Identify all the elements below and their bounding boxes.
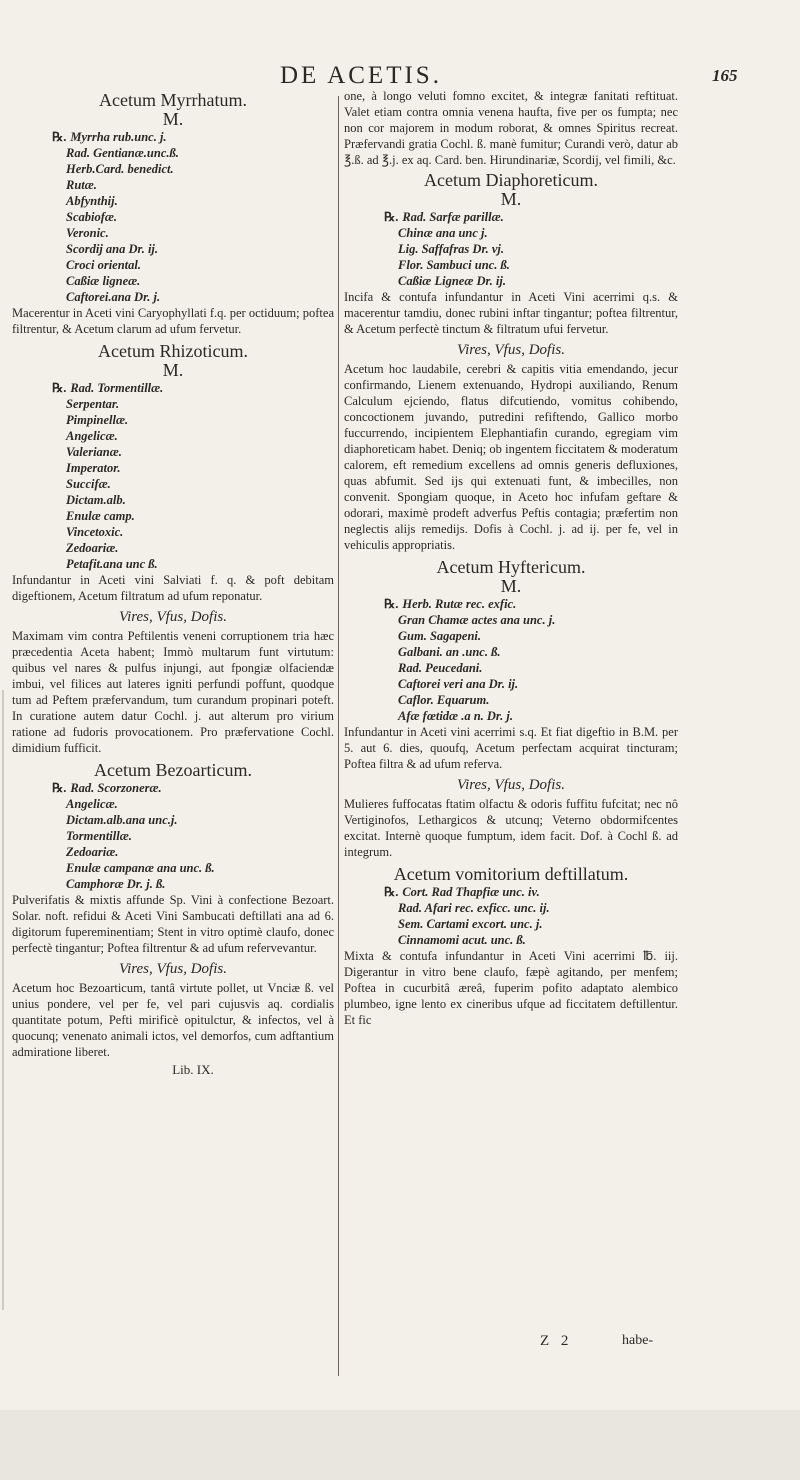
ingredient: Veronic.: [66, 226, 109, 240]
recipe-title: Acetum Diaphoreticum.: [424, 170, 598, 190]
ingredient: ℞. Rad. Tormentillæ.: [52, 381, 164, 395]
book-label: Lib. IX.: [172, 1062, 214, 1077]
ingredient: Succifæ.: [66, 477, 111, 491]
rx-symbol: ℞.: [52, 381, 67, 395]
rx-symbol: ℞.: [52, 781, 67, 795]
ingredient: Angelicæ.: [66, 429, 118, 443]
ingredient: Dictam.alb.: [66, 493, 126, 507]
continued-text: one, à longo veluti fomno excitet, & integræ fanitati reftituat. Valet etiam contra omnia venena haufta, five per os fumpta; nec non cor majorem in modum roborat, & omnes Spiritus recreat. Præfervandi gratia Cochl. ß. manè fumitur; Curandi verò, datur ab ℥.ß. ad ℥.j. ex aq. Card. ben. Hirundinariæ, Scordij, vel fimili, &c.: [344, 89, 678, 167]
recipe-letter: M.: [500, 576, 522, 596]
ingredient: Angelicæ.: [66, 797, 118, 811]
ingredient-list: [344, 884, 678, 948]
ingredient: Enulæ campanæ ana unc. ß.: [66, 861, 215, 875]
recipe-vomitorium: [344, 864, 678, 1028]
recipe-letter: M.: [162, 360, 184, 380]
ingredient: Caßiæ ligneæ.: [66, 274, 141, 288]
ingredient-list: [344, 596, 678, 724]
method-text: Infundantur in Aceti vini acerrimi s.q. Et fiat digeftio in B.M. per 5. aut 6. dies, quoufq, Acetum perfectam acquirat tincturam; Poftea filtra & ad ufum referva.: [344, 725, 678, 771]
ingredient: Vincetoxic.: [66, 525, 124, 539]
ingredient: Caflor. Equarum.: [398, 693, 490, 707]
recipe-hystericum: [344, 557, 678, 860]
ingredient: Sem. Cartami excort. unc. j.: [398, 917, 543, 931]
ingredient: Lig. Saffafras Dr. vj.: [398, 242, 505, 256]
ingredient: Rad. Afari rec. exficc. unc. ij.: [398, 901, 550, 915]
recipe-letter: M.: [500, 189, 522, 209]
recipe-myrrhatum: [12, 90, 334, 337]
method-text: Mixta & contufa infundantur in Aceti Vini acerrimi ℔. iij. Digerantur in vitro bene claufo, fæpè agitando, per menfem; Poftea in cucurbitâ æreâ, fuperim pofito adaptato alembico plumbeo, igne lento ex cineribus ufque ad ficcitatem deftillentur. Et fic: [344, 949, 678, 1027]
ingredient: ℞. Rad. Sarfæ parillæ.: [384, 210, 504, 224]
ingredient-list: [12, 129, 334, 305]
recipe-letter: M.: [162, 109, 184, 129]
ingredient: Tormentillæ.: [66, 829, 132, 843]
recipe-title: Acetum Myrrhatum.: [99, 90, 247, 110]
virtues-heading: Vires, Vfus, Dofis.: [457, 777, 565, 793]
ingredient: Galbani. an .unc. ß.: [398, 645, 501, 659]
ingredient-list: [12, 380, 334, 572]
method-text: Macerentur in Aceti vini Caryophyllati f.q. per octiduum; poftea filtrentur, & Acetum clarum ad ufum fervetur.: [12, 306, 334, 336]
catchword: habe-: [622, 1333, 654, 1348]
rx-symbol: ℞.: [384, 210, 399, 224]
ingredient: Scabiofæ.: [66, 210, 118, 224]
ingredient: Croci oriental.: [66, 258, 142, 272]
signature-mark: Z 2: [540, 1333, 573, 1349]
recipe-title: Acetum Bezoarticum.: [94, 760, 252, 780]
ingredient: Abfynthij.: [66, 194, 118, 208]
rx-symbol: ℞.: [52, 130, 67, 144]
ingredient: Zedoariæ.: [66, 541, 119, 555]
ingredient: ℞. Myrrha rub.unc. j.: [52, 130, 167, 144]
method-text: Incifa & contufa infundantur in Aceti Vini acerrimi q.s. & macerentur tamdiu, donec rubini inftar tingantur; poftea filtrentur, & Acetum perfectè tinctum & filtratum ufui fervetur.: [344, 290, 678, 336]
page-title: DE ACETIS.: [280, 62, 442, 89]
page-number: 165: [712, 66, 738, 85]
ingredient: Camphoræ Dr. j. ß.: [66, 877, 166, 891]
ingredient: Serpentar.: [66, 397, 120, 411]
binding-edge: [2, 690, 4, 1310]
ingredient: Gran Chamæ actes ana unc. j.: [398, 613, 556, 627]
ingredient: Imperator.: [66, 461, 121, 475]
ingredient: Caftorei veri ana Dr. ij.: [398, 677, 519, 691]
ingredient: Flor. Sambuci unc. ß.: [398, 258, 510, 272]
virtues-heading: Vires, Vfus, Dofis.: [119, 609, 227, 625]
ingredient: Pimpinellæ.: [66, 413, 129, 427]
recipe-title: Acetum Hyftericum.: [436, 557, 586, 577]
virtues-heading: Vires, Vfus, Dofis.: [457, 342, 565, 358]
ingredient: Gum. Sagapeni.: [398, 629, 482, 643]
ingredient: ℞. Herb. Rutæ rec. exfic.: [384, 597, 517, 611]
virtues-text: Maximam vim contra Peftilentis veneni corruptionem tria hæc præcedentia Aceta habent; Immò multarum funt virtutum: quibus vel nares & pulfus injungi, aut fpongiæ olfaciendæ imbui, vel filices aut lateres igniti perfundi poffunt, quodque tum ad Peftem præfervandum, tum curandum propinari poteft. In curatione autem datur Cochl. j. aut alterum pro virium ratione ad fudoris provocationem. Pro præfervatione Cochl. dimidium fufficit.: [12, 629, 334, 755]
ingredient: Dictam.alb.ana unc.j.: [66, 813, 178, 827]
ingredient: Rad. Peucedani.: [398, 661, 483, 675]
ingredient: Enulæ camp.: [66, 509, 135, 523]
ingredient: Zedoariæ.: [66, 845, 119, 859]
ingredient: Afæ fœtidæ .a n. Dr. j.: [398, 709, 513, 723]
ingredient: Caftorei.ana Dr. j.: [66, 290, 161, 304]
virtues-heading: Vires, Vfus, Dofis.: [119, 961, 227, 977]
recipe-diaphoreticum: [344, 170, 678, 553]
ingredient: Herb.Card. benedict.: [66, 162, 174, 176]
method-text: Infundantur in Aceti vini Salviati f. q. & poft debitam digeftionem, Acetum filtratum ad ufum reponatur.: [12, 573, 334, 603]
ingredient: Chinæ ana unc j.: [398, 226, 488, 240]
ingredient-list: [12, 780, 334, 892]
column-divider: [338, 96, 339, 1376]
ingredient: Caßiæ Ligneæ Dr. ij.: [398, 274, 506, 288]
recipe-bezoarticum: [12, 760, 334, 1078]
ingredient: Rutæ.: [66, 178, 97, 192]
left-column: [12, 88, 334, 1082]
ingredient: ℞. Rad. Scorzoneræ.: [52, 781, 162, 795]
ingredient: ℞. Cort. Rad Thapfiæ unc. iv.: [384, 885, 540, 899]
ingredient: Valerianæ.: [66, 445, 122, 459]
rx-symbol: ℞.: [384, 885, 399, 899]
ingredient-list: [344, 209, 678, 289]
ingredient: Cinnamomi acut. unc. ß.: [398, 933, 526, 947]
ingredient: Rad. Gentianæ.unc.ß.: [66, 146, 179, 160]
recipe-title: Acetum vomitorium deftillatum.: [393, 864, 629, 884]
rx-symbol: ℞.: [384, 597, 399, 611]
virtues-text: Acetum hoc Bezoarticum, tantâ virtute pollet, ut Vnciæ ß. vel unius pondere, vel per fe, vel pari cujusvis aq. cordialis quantitate potum, Pefti mirificè opitulctur, & infectos, vel à quocunq; venenato animali ictos, vel demorfos, cum adftantium admiratione liberet.: [12, 981, 334, 1059]
ingredient: Scordij ana Dr. ij.: [66, 242, 159, 256]
recipe-title: Acetum Rhizoticum.: [98, 341, 248, 361]
method-text: Pulverifatis & mixtis affunde Sp. Vini à confectione Bezoart. Solar. noft. refidui & Aceti Vini Sambucati deftillati ana ad 6. digitorum fupereminentiam; Stent in vitro optimè claufo, donec perfectè tingantur; Poftea filtrentur & ad ufum refervevantur.: [12, 893, 334, 955]
virtues-text: Acetum hoc laudabile, cerebri & capitis vitia emendando, jecur confirmando, Lienem extenuando, Hydropi auxiliando, Renum Calculum ejciendo, flatus difcutiendo, vomitus cohibendo, concoctionem juvando, putredini refiftendo, Gallico morbo fuccurrendo, incipientem Elephantiafin curando, egregiam vim diaphoreticam habet. Deniq; ob ingentem ficcitatem & moderatum calorem, eft remedium excellens ad omnis generis defluxiones, quas abfumit. Sed ijs qui extenuati funt, & imbecilles, non convenit. Spongiam quoque, in Aceto hoc infufam geftare & odorari, maximè prodeft adverfus Peftis contagia; præfertim non neglectis alijs remedijs. Dofis à Cochl. j. ad ij. per fe, vel in vehiculis appropriatis.: [344, 362, 678, 552]
virtues-text: Mulieres fuffocatas ftatim olfactu & odoris fuffitu fufcitat; nec nô Vertiginofos, Lethargicos & utcunq; Veterno obdormifcentes excitat. Internè quoque fumptum, idem facit. Dof. à Cochl ß. ad integrum.: [344, 797, 678, 859]
right-column: [344, 88, 678, 1032]
scan-margin: [0, 1410, 800, 1480]
ingredient: Petafit.ana unc ß.: [66, 557, 158, 571]
recipe-rhizoticum: [12, 341, 334, 756]
